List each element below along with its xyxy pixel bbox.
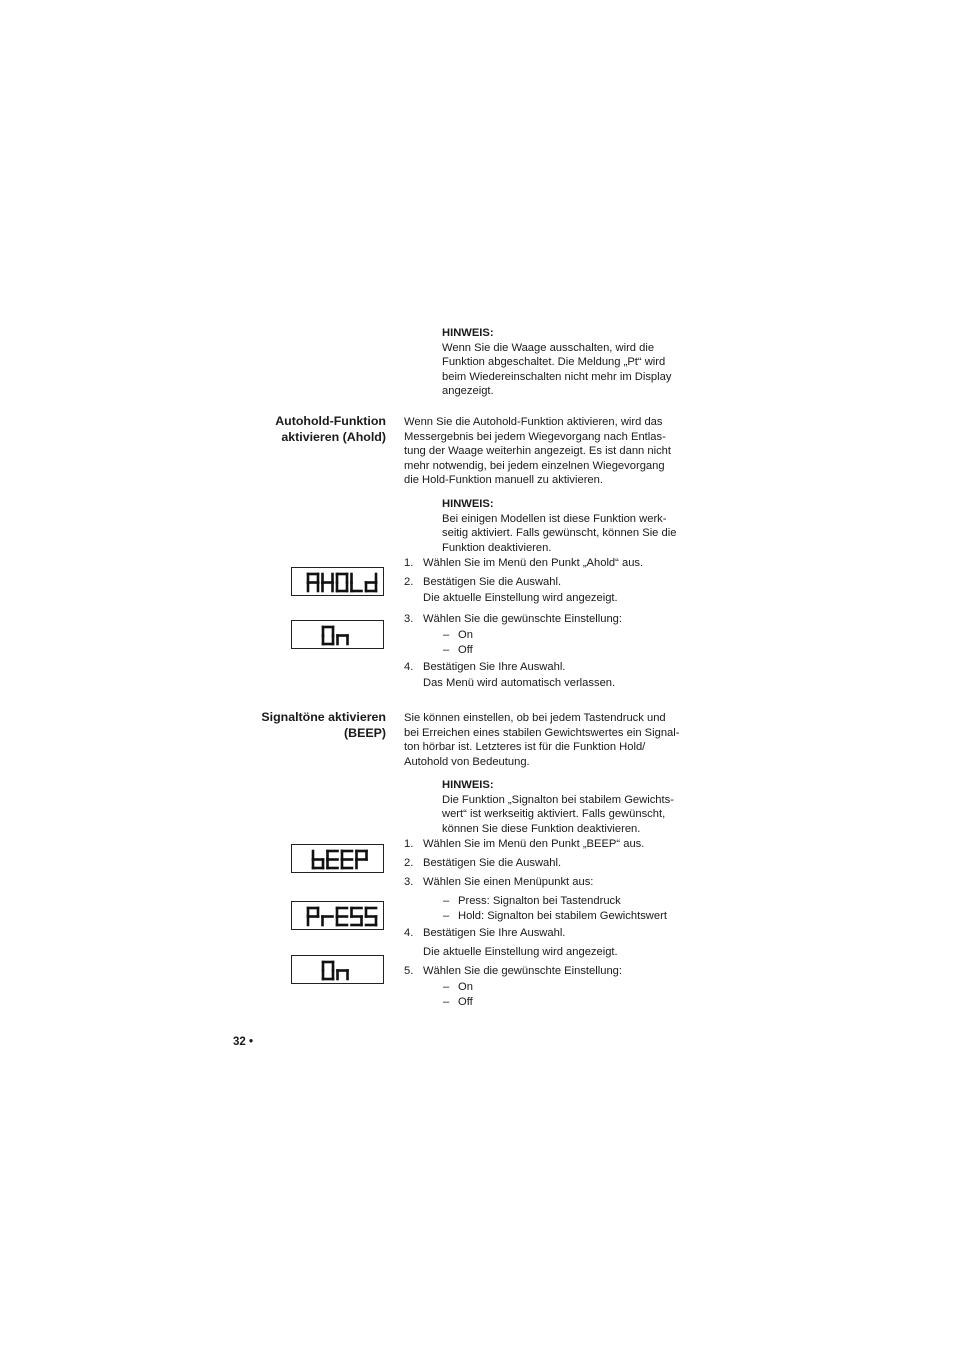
lcd-digit-1 [323,917,333,926]
option-text: Hold: Signalton bei stabilem Gewichtswert [458,910,667,922]
step-text: Wählen Sie die gewünschte Einstellung: [423,965,623,977]
lcd-digit-0 [308,908,318,925]
section-1-heading [156,413,386,445]
option-text: Off [458,996,473,1008]
page-number: 32 • [233,1036,254,1048]
lcd-digit-0 [313,851,323,868]
section-2-intro [404,711,704,769]
step-text: Wählen Sie die gewünschte Einstellung: [423,613,623,625]
section-1-heading-line: Autohold-Funktion [275,414,386,428]
lcd-digit-4 [366,908,376,925]
intro-line: Sie können einstellen, ob bei jedem Tastendruck und [404,712,666,724]
step-text: Bestätigen Sie Ihre Auswahl. [423,927,566,939]
lcd-digit-0 [323,962,333,979]
section-2-heading-line: Signaltöne aktivieren [261,710,386,724]
lcd-display-on [291,620,384,649]
intro-line: mehr notwendig, bei jedem einzelnen Wiegevorgang [404,459,665,472]
lcd-display-on-2 [291,955,384,984]
section-2-heading-line: (BEEP) [344,726,386,740]
lcd-display-ahold [291,567,384,596]
lcd-display-beep [291,844,384,873]
lcd-digit-4 [366,574,376,591]
step-text: Wählen Sie einen Menüpunkt aus: [423,876,594,888]
lcd-display-press [291,901,384,930]
note-3-title: HINWEIS: [442,779,494,791]
intro-line: die Hold-Funktion manuell zu aktivieren. [404,474,603,487]
note-1-line: Wenn Sie die Waage ausschalten, wird die [442,341,655,354]
section-1-intro [404,415,704,488]
note-1 [442,326,702,399]
note-1-title: HINWEIS: [442,327,494,339]
lcd-digit-2 [337,908,347,925]
note-1-line: Funktion abgeschaltet. Die Meldung „Pt“ wird [442,356,666,369]
step-subtext: Die aktuelle Einstellung wird angezeigt. [423,592,618,604]
note-1-line: beim Wiedereinschalten nicht mehr im Display [442,370,672,383]
section-2-heading [156,709,386,741]
note-2-line: Funktion deaktivieren. [442,541,552,554]
note-2-title: HINWEIS: [442,498,494,510]
lcd-digit-1 [323,574,333,591]
step-number: 3. [404,876,414,888]
step-text: Bestätigen Sie die Auswahl. [423,576,562,588]
note-3 [442,778,702,836]
intro-line: tung der Waage weiterhin angezeigt. Es ist dann nicht [404,445,672,458]
step-text: Bestätigen Sie Ihre Auswahl. [423,661,566,673]
lcd-digit-1 [338,971,348,980]
section-1-heading-line: aktivieren (Ahold) [281,430,386,444]
step-text: Bestätigen Sie die Auswahl. [423,857,562,869]
lcd-digit-2 [337,574,347,591]
lcd-digit-3 [352,574,362,591]
intro-line: ton hörbar ist. Letzteres ist für die Funktion Hold/ [404,741,646,754]
step-number: 5. [404,965,414,977]
lcd-digit-0 [308,574,318,591]
step-number: 2. [404,857,414,869]
note-2-line: Bei einigen Modellen ist diese Funktion werk- [442,512,667,525]
step-number: 1. [404,838,414,850]
note-3-line: Die Funktion „Signalton bei stabilem Gewichts- [442,793,674,806]
lcd-digit-2 [342,851,352,868]
note-1-line: angezeigt. [442,385,494,398]
option-text: Off [458,644,473,656]
note-3-line: können Sie diese Funktion deaktivieren. [442,822,641,835]
step-text: Wählen Sie im Menü den Punkt „BEEP“ aus. [423,838,645,850]
lcd-digit-0 [323,627,333,644]
lcd-digit-1 [338,636,348,645]
option-text: On [458,629,473,641]
note-2 [442,497,702,555]
step-number: 2. [404,576,414,588]
note-2-line: seitig aktiviert. Falls gewünscht, können Sie die [442,527,677,540]
option-text: On [458,981,473,993]
step-number: 1. [404,557,414,569]
step-subtext: Das Menü wird automatisch verlassen. [423,677,616,689]
step-number: 4. [404,927,414,939]
step-number: 4. [404,661,414,673]
step-number: 3. [404,613,414,625]
step-subtext: Die aktuelle Einstellung wird angezeigt. [423,946,618,958]
option-text: Press: Signalton bei Tastendruck [458,895,621,907]
lcd-digit-3 [357,851,367,868]
note-3-line: wert“ ist werkseitig aktiviert. Falls gewünscht, [442,808,666,821]
step-text: Wählen Sie im Menü den Punkt „Ahold“ aus. [423,557,644,569]
intro-line: bei Erreichen eines stabilen Gewichtswertes ein Signal- [404,726,680,739]
intro-line: Messergebnis bei jedem Wiegevorgang nach Entlas- [404,430,666,443]
lcd-digit-3 [352,908,362,925]
lcd-digit-1 [328,851,338,868]
intro-line: Autohold von Bedeutung. [404,755,530,768]
intro-line: Wenn Sie die Autohold-Funktion aktivieren, wird das [404,416,663,428]
